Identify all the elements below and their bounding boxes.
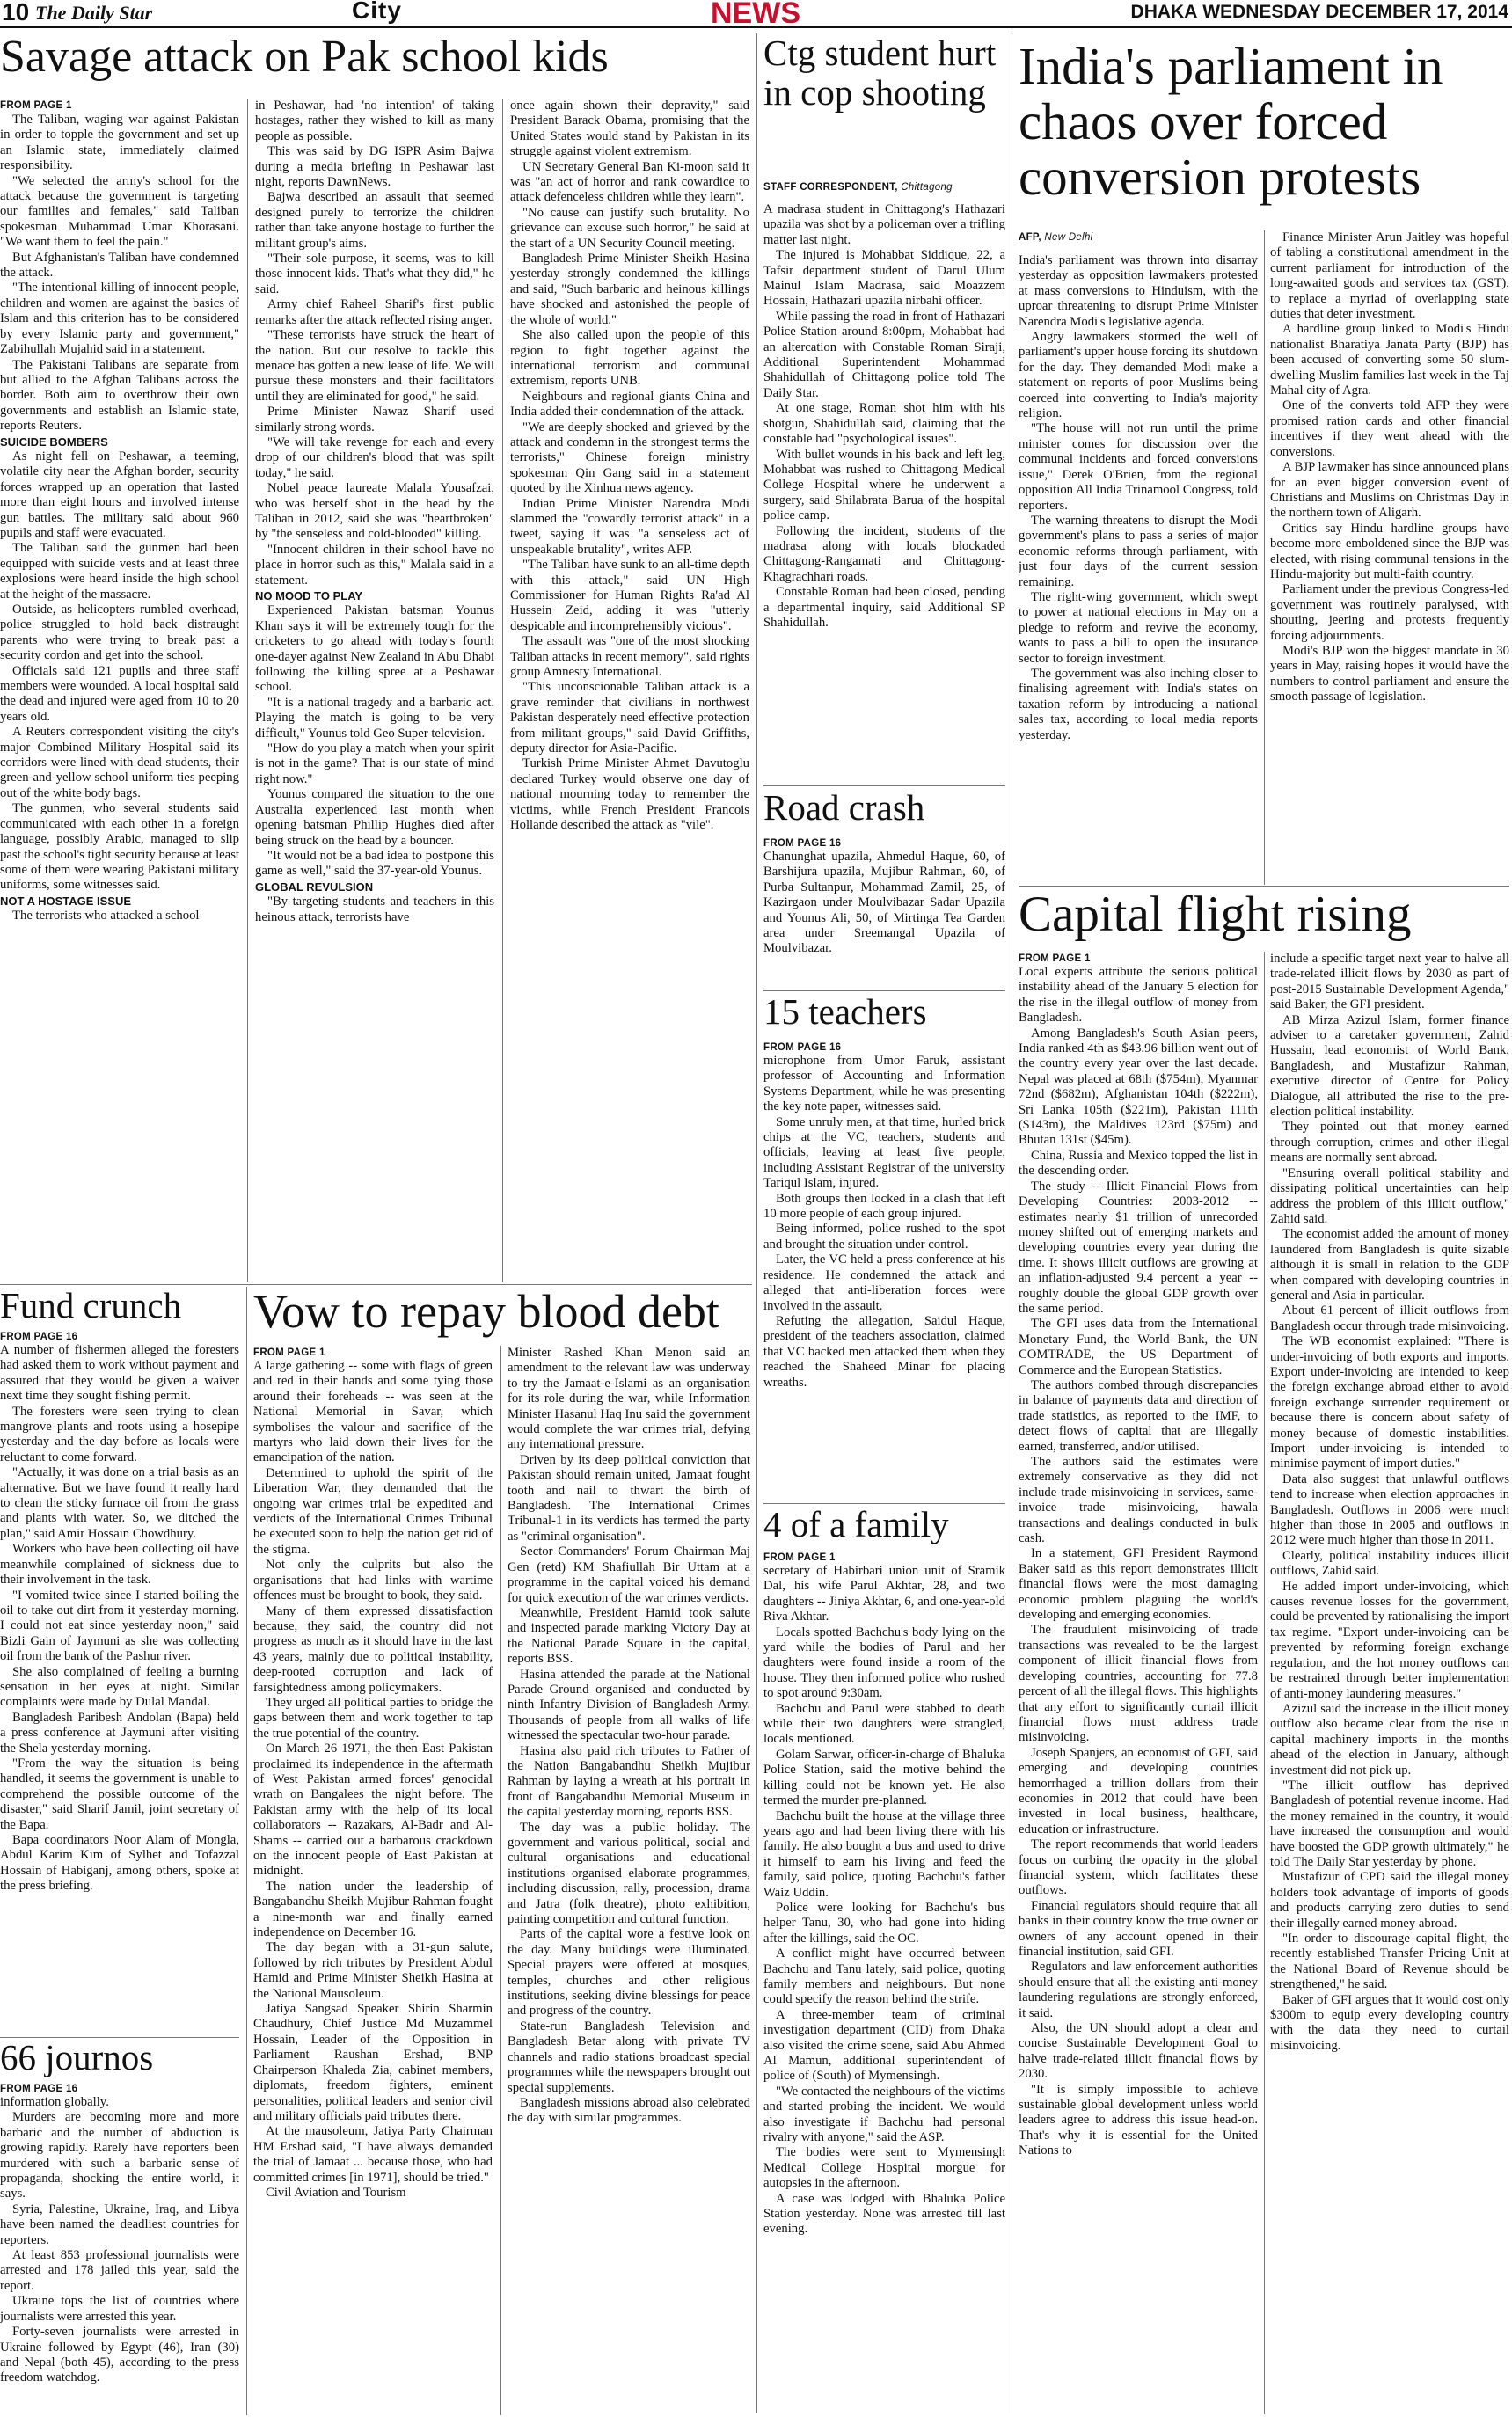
paragraph: "In order to discourage capital flight, the recently established Transfer Pricing Unit at the National Board of Revenue should be strengthened," he said. xyxy=(1270,1931,1509,1992)
paragraph: At one stage, Roman shot him with his shotgun, Shahidullah said, claiming that the constable had "psychological issues". xyxy=(763,401,1005,447)
paragraph: The report recommends that world leaders focus on curbing the opacity in the global financial system, which facilitates these outflows. xyxy=(1019,1837,1258,1898)
paragraph: Bangladesh Paribesh Andolan (Bapa) held a press conference at Jaymuni after visiting the Shela yesterday morning. xyxy=(0,1710,239,1756)
paragraph: Clearly, political instability induces illicit outflows, Zahid said. xyxy=(1270,1548,1509,1579)
paragraph: Critics say Hindu hardline groups have become more emboldened since the BJP was elected, with rising communal tensions in the Hindu-majority but multi-faith country. xyxy=(1270,521,1509,581)
paragraph: The Taliban said the gunmen had been equipped with suicide vests and at least three explosions were heard inside the high school at the height of the massacre. xyxy=(0,541,239,602)
paragraph: Bajwa described an assault that seemed designed purely to terrorize the children rather than take anyone hostage to further the militant group's aims. xyxy=(255,190,494,251)
road-byline: FROM PAGE 16 xyxy=(763,838,842,849)
paragraph: Constable Roman had been closed, pending a departmental inquiry, said Additional SP Shahidullah. xyxy=(763,585,1005,630)
paragraph: once again shown their depravity," said President Barack Obama, promising that the United States would stand by Pakistan in its struggle against violent extremism. xyxy=(510,99,749,159)
page-header xyxy=(0,0,1512,28)
paragraph: Ukraine tops the list of countries where journalists were arrested this year. xyxy=(0,2294,239,2324)
india-byline: AFP xyxy=(1019,232,1039,243)
paragraph: in Peshawar, had 'no intention' of taking hostages, rather they wished to kill as many people as possible. xyxy=(255,99,494,143)
paragraph: Following the incident, students of the madrasa along with locals blockaded Chittagong-Rangamati and Chittagong-Khagrachhari roads. xyxy=(763,523,1005,584)
vow-headline: Vow to repay blood debt xyxy=(253,1287,719,1338)
india-byline-place: New Delhi xyxy=(1044,232,1093,243)
paragraph: "We selected the army's school for the attack because the government is targeting our families and females," said Taliban spokesman Muhammad Umar Khorasani. "We want them to feel the pain." xyxy=(0,173,239,250)
savage-sub-suicide-bombers: SUICIDE BOMBERS xyxy=(0,434,108,449)
road-headline: Road crash xyxy=(763,789,925,828)
vow-byline: FROM PAGE 1 xyxy=(253,1347,325,1358)
paragraph: Azizul said the increase in the illicit money outflow also became clear from the rise in capital machinery imports in the months ahead of the election in January, although investment did not pick up. xyxy=(1270,1701,1509,1778)
capital-col-2 xyxy=(1270,952,1509,2414)
paragraph: Some unruly men, at that time, hurled brick chips at the VC, teachers, students and officials, leaving at least five people, including Assistant Registrar of the university Tariqul Islam, injured. xyxy=(763,1114,1005,1191)
paragraph: Neighbours and regional giants China and India added their condemnation of the attack. xyxy=(510,389,749,420)
road-body xyxy=(763,850,1005,990)
paragraph: "No cause can justify such brutality. No grievance can excuse such horror," he said at the start of a UN Security Council meeting. xyxy=(510,205,749,251)
paragraph: Younus compared the situation to the one Australia experienced last month when opening batsman Phillip Hughes died after being struck on the head by a bouncer. xyxy=(255,787,494,848)
paper-name: The Daily Star xyxy=(35,2,153,24)
capital-col-1 xyxy=(1019,965,1258,2414)
paragraph: Jatiya Sangsad Speaker Shirin Sharmin Chaudhury, Chief Justice Md Muzammel Hossain, Leader of the Opposition in Parliament Raushan Ershad, BNP Chairperson Khaleda Zia, cabinet members, diplomats, freedom fighters, eminent personalities, political leaders and senior civil and military officials paid tributes there. xyxy=(253,2002,493,2123)
dateline-date: WEDNESDAY DECEMBER 17, 2014 xyxy=(1202,2,1508,22)
paragraph: The day began with a 31-gun salute, followed by rich tributes by President Abdul Hamid and Prime Minister Sheikh Hasina at the National Mausoleum. xyxy=(253,1940,493,2001)
vow-headline-box xyxy=(253,1287,752,1344)
journos-headline-box xyxy=(0,2039,239,2081)
paragraph: "Their sole purpose, it seems, was to kill those innocent kids. That's what they did," he said. xyxy=(255,252,494,296)
paragraph: Turkish Prime Minister Ahmet Davutoglu declared Turkey would observe one day of national mourning today to remember the victims, while French President Francois Hollande described the attack as "vile". xyxy=(510,756,749,833)
section-news-label: NEWS xyxy=(711,0,800,30)
paragraph: She also called upon the people of this region to fight together against the international terrorism and communal extremism, reports UNB. xyxy=(510,328,749,389)
paragraph: The study -- Illicit Financial Flows from Developing Countries: 2003-2012 -- estimates nearly $1 trillion of unrecorded money shifted out of emerging markets and developing countries every year during the time. It shows illicit outflows are growing at an inflation-adjusted 9.4 percent a year -- roughly double the global GDP growth over the same period. xyxy=(1019,1179,1258,1316)
capital-headline-box xyxy=(1019,888,1509,948)
teachers-headline-box xyxy=(763,993,1005,1035)
paragraph: A conflict might have occurred between Bachchu and Tanu lately, said police, quoting family members and neighbours. But none could specify the reason behind the strife. xyxy=(763,1946,1005,2007)
paragraph: Baker of GFI argues that it would cost only $300m to equip every developing country with the data they need to curtail misinvoicing. xyxy=(1270,1992,1509,2053)
paragraph: The terrorists who attacked a school xyxy=(12,909,200,924)
paragraph: "I vomited twice since I started boiling the oil to take out dirt from it yesterday morning. I could not eat since yesterday noon," said Bizli Gain of Jaymuni as she was collecting oil from the bank of the Pashur river. xyxy=(0,1588,239,1664)
paragraph: Army chief Raheel Sharif's first public remarks after the attack reflected rising anger. xyxy=(255,297,494,327)
paragraph: "By targeting students and teachers in this heinous attack, terrorists have xyxy=(255,895,494,924)
rule xyxy=(1019,886,1509,887)
paragraph: The nation under the leadership of Bangabandhu Sheikh Mujibur Rahman fought a nine-month war and finally earned independence on December 16. xyxy=(253,1879,493,1940)
paragraph: They urged all political parties to bridge the gaps between them and work together to tap the true potential of the country. xyxy=(253,1695,493,1741)
paragraph: The Pakistani Talibans are separate from but allied to the Afghan Talibans across the border. Both aim to overthrow their own governments and establish an Islamic state, reports Reuters. xyxy=(0,357,239,434)
paragraph: "We are deeply shocked and grieved by the attack and condemn in the strongest terms the terrorists," Chinese foreign ministry spokesman Qin Gang said in a statement quoted by the Xinhua news agency. xyxy=(510,420,749,496)
india-col-2 xyxy=(1270,230,1509,885)
journos-body xyxy=(0,2095,239,2415)
road-byline-box xyxy=(763,836,1005,851)
fund-headline-box xyxy=(0,1287,239,1329)
paragraph: "Innocent children in their school have no place in horror such as this," Malala said in a statement. xyxy=(255,542,494,588)
paragraph: "It is simply impossible to achieve sustainable global development unless world leaders agree to address this issue head-on. That's why it is essential for the United Nations to xyxy=(1019,2082,1258,2158)
teachers-headline: 15 teachers xyxy=(763,993,927,1032)
ctg-headline-box xyxy=(763,33,1005,183)
paragraph: One of the converts told AFP they were promised ration cards and other financial incentives if they went ahead with the conversions. xyxy=(1270,398,1509,459)
fund-byline: FROM PAGE 16 xyxy=(0,1332,78,1342)
paragraph: "The illicit outflow has deprived Bangladesh of potential revenue income. Had the money remained in the country, it would have increased the consumption and would have boosted the GDP growth ultimately," he told The Daily Star yesterday by phone. xyxy=(1270,1778,1509,1869)
paragraph: Bangladesh Prime Minister Sheikh Hasina yesterday strongly condemned the killings and said, "Such barbaric and heinous killings have shocked and astonished the people of the whole of world." xyxy=(510,252,749,327)
paragraph: "These terrorists have struck the heart of the nation. But our resolve to tackle this menace has gotten a new lease of life. We will pursue these monsters and their facilitators until they are eliminated for good," he said. xyxy=(255,328,494,404)
paragraph: At least 853 professional journalists were arrested and 178 jailed this year, said the report. xyxy=(0,2248,239,2293)
paragraph: Regulators and law enforcement authorities should ensure that all the existing anti-money laundering regulations are strongly enforced, it said. xyxy=(1019,1960,1258,2020)
paragraph: Murders are becoming more and more barbaric and the number of abduction is growing rapidly. Rarely have reporters been murdered with such a barbaric sense of propaganda, shocking the entire world, it says. xyxy=(0,2110,239,2202)
paragraph: With bullet wounds in his back and left leg, Mohabbat was rushed to Chittagong Medical College Hospital where he underwent a surgery, said Shilabrata Barua of the hospital police camp. xyxy=(763,447,1005,523)
rule xyxy=(247,99,248,1282)
ctg-headline: Ctg student hurt in cop shooting xyxy=(763,33,997,113)
paragraph: microphone from Umor Faruk, assistant professor of Accounting and Information Systems Department, while he was presenting the key note paper, witnesses said. xyxy=(763,1054,1005,1114)
paragraph: While passing the road in front of Hathazari Police Station around 8:00pm, Mohabbat had an altercation with Constable Roman Siraji, Additional Superintendent Mohammad Shahidullah of Chittagong police told The Daily Star. xyxy=(763,309,1005,400)
paragraph: "It would not be a bad idea to postpone this game as well," said the 37-year-old Younus. xyxy=(255,848,494,879)
paragraph: Not only the culprits but also the organisations that had links with wartime offences must be brought to book, they said. xyxy=(253,1558,493,1603)
india-col-1 xyxy=(1019,253,1258,885)
rule xyxy=(502,99,503,1282)
capital-byline-box xyxy=(1019,952,1258,966)
paragraph: Many of them expressed dissatisfaction because, they said, the country did not progress as much as it should have in the last 43 years, mainly due to political instability, deep-rooted corruption and lack of farsightedness among policymakers. xyxy=(253,1603,493,1695)
paragraph: Also, the UN should adopt a clear and concise Sustainable Development Goal to halve trade-related illicit financial flows by 2030. xyxy=(1019,2021,1258,2082)
paragraph: Bapa coordinators Noor Alam of Mongla, Abdul Karim Kim of Sylhet and Tofazzal Hossain of Habiganj, among others, spoke at the press briefing. xyxy=(0,1833,239,1894)
rule xyxy=(1264,230,1265,885)
teachers-body xyxy=(763,1054,1005,1502)
savage-byline-box xyxy=(0,99,246,113)
paragraph: India's parliament was thrown into disarray yesterday as opposition lawmakers protested at mass conversions to Hinduism, with the uproar threatening to disrupt Prime Minister Narendra Modi's legislative agenda. xyxy=(1019,253,1258,329)
paragraph: "We contacted the neighbours of the victims and started probing the incident. We would also investigate if Bachchu had personal rivalry with anyone," said the ASP. xyxy=(763,2084,1005,2145)
paragraph: Among Bangladesh's South Asian peers, India ranked 4th as $43.96 billion went out of the country every year over the last decade. Nepal was placed at 68th ($754m), Myanmar 72nd ($682m), Afghanistan 104th ($222m), Sri Lanka 105th ($221m), Pakistan 111th ($143m), the Maldives 123rd ($75m) and Bhutan 131st ($45m). xyxy=(1019,1026,1258,1148)
teachers-byline-box xyxy=(763,1041,1005,1055)
paragraph: Financial regulators should require that all banks in their country know the true owner or owners of any account opened in their financial institution, said GFI. xyxy=(1019,1898,1258,1959)
savage-col-2 xyxy=(255,99,494,1282)
paragraph: Nobel peace laureate Malala Yousafzai, who was herself shot in the head by the Taliban in 2012, said she was "heartbroken" by "the senseless and cold-blooded" killing. xyxy=(255,481,494,542)
paragraph: A three-member team of criminal investigation department (CID) from Dhaka also visited the crime scene, said Abu Ahmed Al Mamun, additional superintendent of police of (South) of Mymensingh. xyxy=(763,2007,1005,2084)
savage-headline-box xyxy=(0,33,752,95)
paragraph: The assault was "one of the most shocking Taliban attacks in recent memory", said rights group Amnesty International. xyxy=(510,634,749,680)
paragraph: The foresters were seen trying to clean mangrove plants and roots using a hosepipe yesterday and the day before as locals were reluctant to come forward. xyxy=(0,1404,239,1464)
capital-byline: FROM PAGE 1 xyxy=(1019,953,1091,964)
india-headline-box xyxy=(1019,39,1509,219)
paragraph: Bangladesh missions abroad also celebrated the day with similar programmes. xyxy=(508,2095,750,2126)
paragraph: Parts of the capital wore a festive look on the day. Many buildings were illuminated. Special prayers were offered at mosques, temples, churches and other religious institutions, seeking divine blessings for peace and progress of the country. xyxy=(508,1927,750,2019)
paragraph: Syria, Palestine, Ukraine, Iraq, and Libya have been named the deadliest countries for reporters. xyxy=(0,2202,239,2247)
paragraph: State-run Bangladesh Television and Bangladesh Betar along with private TV channels and radio stations broadcast special programmes while the newspapers brought out special supplements. xyxy=(508,2019,750,2095)
india-headline: India's parliament in chaos over forced conversion protests xyxy=(1019,39,1443,206)
ctg-byline-box: STAFF CORRESPONDENT, Chittagong xyxy=(763,182,953,193)
paragraph: "This unconscionable Taliban attack is a grave reminder that civilians in northwest Pakistan desperately need effective protection from militant groups," said David Griffiths, deputy director for Asia-Pacific. xyxy=(510,680,749,756)
paragraph: Police were looking for Bachchu's bus helper Tanu, 30, who had gone into hiding after the killings, said the OC. xyxy=(763,1900,1005,1946)
india-byline-box: AFP, New Delhi xyxy=(1019,232,1093,243)
paragraph: The GFI uses data from the International Monetary Fund, the World Bank, the UN COMTRADE, the US Department of Commerce and the European Statistics. xyxy=(1019,1317,1258,1377)
paragraph: A BJP lawmaker has since announced plans for an even bigger conversion event of Christians and Muslims on Christmas Day in the northern town of Aligarh. xyxy=(1270,460,1509,521)
paragraph: Forty-seven journalists were arrested in Ukraine followed by Egypt (46), Iran (30) and Nepal (both 45), according to the press freedom watchdog. xyxy=(0,2325,239,2385)
paragraph: But Afghanistan's Taliban have condemned the attack. xyxy=(0,250,239,281)
paragraph: A Reuters correspondent visiting the city's major Combined Military Hospital said its corridors were lined with dead students, their green-and-yellow school uniform ties peeping out of the white body bags. xyxy=(0,725,239,800)
paragraph: Civil Aviation and Tourism xyxy=(266,2185,406,2200)
capital-headline: Capital flight rising xyxy=(1019,888,1412,942)
ctg-body xyxy=(763,202,1005,783)
paragraph: Refuting the allegation, Saidul Haque, president of the teachers association, claimed that VC backed men attacked them when they reached the Shaheed Minar for placing wreaths. xyxy=(763,1313,1005,1390)
paragraph: The injured is Mohabbat Siddique, 22, a Tafsir department student of Darul Ulum Mainul Islam Madrasa, said Moazzem Hossain, Hathazari upazila nirbahi officer. xyxy=(763,248,1005,309)
rule xyxy=(763,1503,1005,1504)
paragraph: Joseph Spanjers, an economist of GFI, said emerging and developing countries hemorrhaged a trillion dollars from their economies in 2012 that could have been invested in local business, healthcare, education or infrastructure. xyxy=(1019,1745,1258,1836)
savage-byline: FROM PAGE 1 xyxy=(0,100,72,111)
paragraph: The authors combed through discrepancies in balance of payments data and direction of trade statistics, as reported to the IMF, to detect flows of capital that are illegally earned, transferred, and/or utilised. xyxy=(1019,1377,1258,1454)
paragraph: The bodies were sent to Mymensingh Medical College Hospital morgue for autopsies in the afternoon. xyxy=(763,2145,1005,2191)
paragraph: Officials said 121 pupils and three staff members were wounded. A local hospital said the dead and injured were aged from 10 to 20 years old. xyxy=(0,663,239,724)
road-headline-box xyxy=(763,789,1005,831)
savage-col-3 xyxy=(510,99,749,1282)
paragraph: "From the way the situation is being handled, it seems the government is unable to comprehend the possible outcome of the disaster," said Sharif Jamil, joint secretary of the Bapa. xyxy=(0,1756,239,1832)
journos-headline: 66 journos xyxy=(0,2039,154,2077)
paragraph: The Taliban, waging war against Pakistan in order to topple the government and set up an Islamic state, immediately claimed responsibility. xyxy=(0,113,239,173)
savage-sub-not-hostage: NOT A HOSTAGE ISSUE xyxy=(0,894,132,908)
family-byline: FROM PAGE 1 xyxy=(763,1552,836,1563)
teachers-byline: FROM PAGE 16 xyxy=(763,1042,842,1053)
paragraph: Experienced Pakistan batsman Younus Khan says it will be extremely tough for the cricketers to go ahead with today's fourth one-dayer against New Zealand in Abu Dhabi following the killing spree at a Peshawar school. xyxy=(255,603,494,695)
dateline-city: DHAKA xyxy=(1130,2,1198,22)
rule xyxy=(0,2037,239,2038)
vow-col-1 xyxy=(253,1359,493,2415)
paragraph: Workers who have been collecting oil have meanwhile complained of sickness due to their involvement in the task. xyxy=(0,1542,239,1588)
paragraph: The gunmen, who several students said communicated with each other in a foreign language, possibly Arabic, managed to slip past the school's tight security because at least some of them were wearing Pakistani military uniforms, some witnesses said. xyxy=(0,801,239,893)
rule xyxy=(0,1284,752,1285)
fund-body xyxy=(0,1343,239,2036)
paragraph: The WB economist explained: "There is under-invoicing of both exports and imports. Export under-invoicing are intended to keep the foreign exchange abroad either to avoid foreign exchange surrender requirement or because there is concern about safety of money because of domestic instabilities. Import under-invoicing is intended to minimise payment of import duties." xyxy=(1270,1334,1509,1471)
savage-headline: Savage attack on Pak school kids xyxy=(0,33,609,82)
ctg-byline-place: Chittagong xyxy=(901,182,953,193)
rule xyxy=(500,1346,501,2415)
vow-col-2 xyxy=(508,1346,750,2415)
paragraph: She also complained of feeling a burning sensation in her eyes at night. Similar complaints were made by Dulal Mandal. xyxy=(0,1664,239,1710)
paragraph: This was said by DG ISPR Asim Bajwa during a media briefing in Peshawar last night, reports DawnNews. xyxy=(255,144,494,190)
paragraph: A hardline group linked to Modi's Hindu nationalist Bharatiya Janata Party (BJP) has been accused of converting some 50 slum-dwelling Muslim families last week in the Taj Mahal city of Agra. xyxy=(1270,322,1509,398)
paragraph: "How do you play a match when your spirit is not in the game? That is our state of mind right now." xyxy=(255,741,494,786)
paragraph: The warning threatens to disrupt the Modi government's plans to pass a series of major economic reforms through parliament, with just four days of the current session remaining. xyxy=(1019,513,1258,589)
paragraph: Meanwhile, President Hamid took salute and inspected parade marking Victory Day at the National Parade Square in the capital, reports BSS. xyxy=(508,1605,750,1667)
paragraph: They pointed out that money earned through corruption, crimes and other illegal means are normally sent abroad. xyxy=(1270,1120,1509,1165)
paragraph: Data also suggest that unlawful outflows tend to increase when election approaches in Bangladesh. Outflows in 2006 were much higher than those in 2005 and outflows in 2012 were much higher than those in 2011. xyxy=(1270,1471,1509,1548)
paragraph: The right-wing government, which swept to power at national elections in May on a pledge to reform and revive the economy, wants to pass a bill to open the insurance sector to foreign investment. xyxy=(1019,589,1258,666)
vow-byline-box xyxy=(253,1346,493,1360)
family-body xyxy=(763,1564,1005,2415)
paragraph: The authors said the estimates were extremely conservative as they did not include trade misinvoicing in services, same-invoice trade misinvoicing, hawala transactions and dealings conducted in bulk cash. xyxy=(1019,1455,1258,1546)
paragraph: As night fell on Peshawar, a teeming, volatile city near the Afghan border, security forces wrapped up an operation that lasted more than eight hours and involved intense gun battles. The military said about 960 pupils and staff were evacuated. xyxy=(0,449,239,540)
fund-headline: Fund crunch xyxy=(0,1287,182,1325)
paragraph: The day was a public holiday. The government and various political, social and cultural organisations and educational institutions organised elaborate programmes, including discussion, rally, procession, drama and Jatra (folk theatre), photo exhibition, painting competition and cultural function. xyxy=(508,1820,750,1927)
paragraph: Being informed, police rushed to the spot and brought the situation under control. xyxy=(763,1222,1005,1252)
fund-byline-box xyxy=(0,1330,239,1344)
family-headline-box xyxy=(763,1506,1005,1548)
dateline xyxy=(1131,2,1508,23)
page-number: 10 xyxy=(2,0,30,26)
paragraph: China, Russia and Mexico topped the list in the descending order. xyxy=(1019,1148,1258,1179)
rule xyxy=(763,785,1005,786)
journos-byline: FROM PAGE 16 xyxy=(0,2084,78,2094)
paragraph: At the mausoleum, Jatiya Party Chairman HM Ershad said, "I have always demanded the trial of Jamaat ... because those, who had committed crimes [in 1971], should be tried." xyxy=(253,2124,493,2185)
paragraph: The government was also inching closer to finalising agreement with India's states on taxation reform by introducing a national sales tax, according to local media reports yesterday. xyxy=(1019,666,1258,742)
paragraph: Driven by its deep political conviction that Pakistan should remain united, Jamaat fought tooth and nail to thwart the birth of Bangladesh. The International Crimes Tribunal-1 in its verdicts has termed the party as "criminal organisation". xyxy=(508,1452,750,1544)
paragraph: Locals spotted Bachchu's body lying on the yard while the bodies of Parul and her daughters were found inside a room of the house. They then informed police who rushed to spot around 9:30am. xyxy=(763,1625,1005,1701)
paragraph: A number of fishermen alleged the foresters had asked them to work without payment and assured that they would be given a waiver next time they sought fishing permit. xyxy=(0,1343,239,1404)
savage-col-1 xyxy=(0,113,239,1282)
paragraph: Modi's BJP won the biggest mandate in 30 years in May, raising hopes it would have the numbers to control parliament and ensure the smooth passage of legislation. xyxy=(1270,643,1509,705)
paragraph: "The intentional killing of innocent people, children and women are against the basics of Islam and this criterion has to be considered by every Islamic party and government," Zabihullah Mujahid said in a statement. xyxy=(0,281,239,357)
paragraph: "Actually, it was done on a trial basis as an alternative. But we have found it really hard to clean the sticky furnace oil from the grass and plants with water. So, we ditched the plan," said Amir Hossain Chowdhury. xyxy=(0,1465,239,1541)
paragraph: Golam Sarwar, officer-in-charge of Bhaluka Police Station, said the motive behind the killing could not be known yet. He also termed the murder pre-planned. xyxy=(763,1747,1005,1808)
paragraph: Chanunghat upazila, Ahmedul Haque, 60, of Barshijura upazila, Mujibur Rahman, 60, of Purba Sultanpur, Mohammad Zamil, 25, of Kazirgaon under Moulvibazar Sadar Upazila and Younus Ali, 50, of Mirtinga Tea Garden area under Sreemangal Upazila of Moulvibazar. xyxy=(763,850,1005,956)
paragraph: Bachchu built the house at the village three years ago and had been living there with his family. He also bought a bus and used to drive it himself to earn his living and feed the family, said police, quoting Bachchu's father Waiz Uddin. xyxy=(763,1808,1005,1900)
paragraph: In a statement, GFI President Raymond Baker said as this report demonstrates illicit financial flows were the most damaging economic problem plaguing the world's developing and emerging economies. xyxy=(1019,1546,1258,1623)
journos-byline-box xyxy=(0,2082,239,2096)
paragraph: AB Mirza Azizul Islam, former finance adviser to a caretaker government, Zahid Hussain, lead economist of World Bank, Bangladesh, and Mustafizur Rahman, executive director of Centre for Policy Dialogue, all attributed the rise to the pre-election political instability. xyxy=(1270,1012,1509,1120)
paragraph: Mustafizur of CPD said the illegal money holders took advantage of imports of goods and products carrying zero duties to send their illegally earned money abroad. xyxy=(1270,1870,1509,1931)
paragraph: "We will take revenge for each and every drop of our children's blood that was spilt today," he said. xyxy=(255,434,494,480)
ctg-byline: STAFF CORRESPONDENT xyxy=(763,182,895,193)
paragraph: "The Taliban have sunk to an all-time depth with this attack," said UN High Commissioner for Human Rights Ra'ad Al Hussein Zeid, adding it was "utterly despicable and incomprehensibly vicious". xyxy=(510,558,749,633)
paragraph: About 61 percent of illicit outflows from Bangladesh occur through trade misinvoicing. xyxy=(1270,1303,1509,1333)
paragraph: A large gathering -- some with flags of green and red in their hands and some tying those around their foreheads -- was seen at the National Memorial in Savar, which symbolises the valour and sacrifice of the martyrs who laid down their lives for the emancipation of the nation. xyxy=(253,1359,493,1465)
paragraph: Bachchu and Parul were stabbed to death while their two daughters were strangled, locals mentioned. xyxy=(763,1701,1005,1747)
paragraph: He added import under-invoicing, which causes revenue losses for the government, could be prevented by rationalising the import tax regime. "Export under-invoicing can be prevented by reforming foreign exchange regulation, and the hot money outflows can be restrained through better implementation of anti-money laundering measures." xyxy=(1270,1579,1509,1701)
paragraph: Hasina attended the parade at the National Parade Ground organised and conducted by ninth Infantry Division of Bangladesh Army. Thousands of people from all walks of life witnessed the spectacular two-hour parade. xyxy=(508,1667,750,1743)
paragraph: UN Secretary General Ban Ki-moon said it was "an act of horror and rank cowardice to attack defenceless children while they learn". xyxy=(510,159,749,205)
paragraph: Finance Minister Arun Jaitley was hopeful of tabling a constitutional amendment in the current parliament for introduction of the long-awaited goods and services tax (GST), to replace a myriad of overlapping state duties that deter investment. xyxy=(1270,230,1509,322)
rule xyxy=(1264,952,1265,2414)
family-headline: 4 of a family xyxy=(763,1506,949,1544)
paragraph: A case was lodged with Bhaluka Police Station yesterday. None was arrested till last evening. xyxy=(763,2191,1005,2237)
paragraph: The fraudulent misinvoicing of trade transactions was revealed to be the largest component of illicit financial flows from developing countries, accounting for 77.8 percent of all the illegal flows. This highlights that any effort to significantly curtail illicit financial flows must address trade misinvoicing. xyxy=(1019,1623,1258,1745)
rule xyxy=(756,33,757,2413)
paragraph: The economist added the amount of money laundered from Bangladesh is quite sizable although it is small in relation to the GDP when compared with developing countries in general and Asia in particular. xyxy=(1270,1227,1509,1303)
paragraph: information globally. xyxy=(0,2095,109,2109)
paragraph: Both groups then locked in a clash that left 10 more people of each group injured. xyxy=(763,1191,1005,1222)
paragraph: Later, the VC held a press conference at his residence. He condemned the attack and alleged that anti-liberation forces were involved in the assault. xyxy=(763,1252,1005,1313)
paragraph: Indian Prime Minister Narendra Modi slammed the "cowardly terrorist attack" in a tweet, saying it was "a senseless act of unspeakable brutality", writes AFP. xyxy=(510,496,749,557)
paragraph: Angry lawmakers stormed the well of parliament's upper house forcing its shutdown for the day. They demanded Modi make a statement on reports of poor Muslims being coerced into converting to India's majority religion. xyxy=(1019,330,1258,421)
paragraph: "It is a national tragedy and a barbaric act. Playing the match is going to be very difficult," Younus told Geo Super television. xyxy=(255,695,494,741)
family-byline-box xyxy=(763,1551,1005,1565)
paragraph: include a specific target next year to halve all trade-related illicit flows by 2030 as part of post-2015 Sustainable Development Agenda," said Baker, the GFI president. xyxy=(1270,952,1509,1012)
paragraph: Parliament under the previous Congress-led government was routinely paralysed, with shouting, jeering and protests frequently forcing adjournments. xyxy=(1270,582,1509,643)
paragraph: Local experts attribute the serious political instability ahead of the January 5 election for the rise in the illegal outflow of money from Bangladesh. xyxy=(1019,965,1258,1026)
paragraph: Determined to uphold the spirit of the Liberation War, they demanded that the ongoing war crimes trial be expedited and verdicts of the International Crimes Tribunal be executed soon to help the nation get rid of the stigma. xyxy=(253,1465,493,1557)
paragraph: Hasina also paid rich tributes to Father of the Nation Bangabandhu Sheikh Mujibur Rahman by laying a wreath at his portrait in front of Bangabandhu Memorial Museum in the capital yesterday morning, reports BSS. xyxy=(508,1743,750,1820)
paragraph: On March 26 1971, the then East Pakistan proclaimed its independence in the aftermath of West Pakistan armed forces' genocidal wrath on Bangalees the night before. The Pakistan army with the help of its local collaborators -- Razakars, Al-Badr and Al-Shams -- carried out a barbarous crackdown on the innocent people of East Pakistan at midnight. xyxy=(253,1742,493,1879)
rule xyxy=(763,990,1005,991)
savage-sub-no-mood: NO MOOD TO PLAY xyxy=(255,589,363,602)
paragraph: "Ensuring overall political stability and dissipating political uncertainties can help address the problem of this illicit outflow," Zahid said. xyxy=(1270,1165,1509,1226)
paragraph: Prime Minister Nawaz Sharif used similarly strong words. xyxy=(255,405,494,434)
paragraph: secretary of Habirbari union unit of Sramik Dal, his wife Parul Akhtar, 28, and two daughters -- Jiniya Akhtar, 6, and one-year-old Riva Akhtar. xyxy=(763,1564,1005,1625)
paragraph: "The house will not run until the prime minister comes for discussion over the communal incidents and forced conversions issue," Derek O'Brien, from the regional opposition All India Trinamool Congress, told reporters. xyxy=(1019,421,1258,513)
rule xyxy=(246,1287,247,2415)
paragraph: Minister Rashed Khan Menon said an amendment to the relevant law was underway to try the Jamaat-e-Islami as an organisation for its role during the war, while Information Minister Hasanul Haq Inu said the government would complete the war crimes trial, defying any international pressure. xyxy=(508,1346,750,1452)
savage-sub-global-revulsion: GLOBAL REVULSION xyxy=(255,880,374,894)
paragraph: A madrasa student in Chittagong's Hathazari upazila was shot by a policeman over a trifling matter last night. xyxy=(763,202,1005,247)
paragraph: Outside, as helicopters rumbled overhead, police struggled to hold back distraught parents who were trying to break past a security cordon and get into the school. xyxy=(0,602,239,663)
paragraph: Sector Commanders' Forum Chairman Maj Gen (retd) KM Shafiullah Bir Uttam at a programme in the capital voiced his demand for quick execution of the war crimes verdicts. xyxy=(508,1544,750,1605)
section-name: City xyxy=(352,0,402,24)
